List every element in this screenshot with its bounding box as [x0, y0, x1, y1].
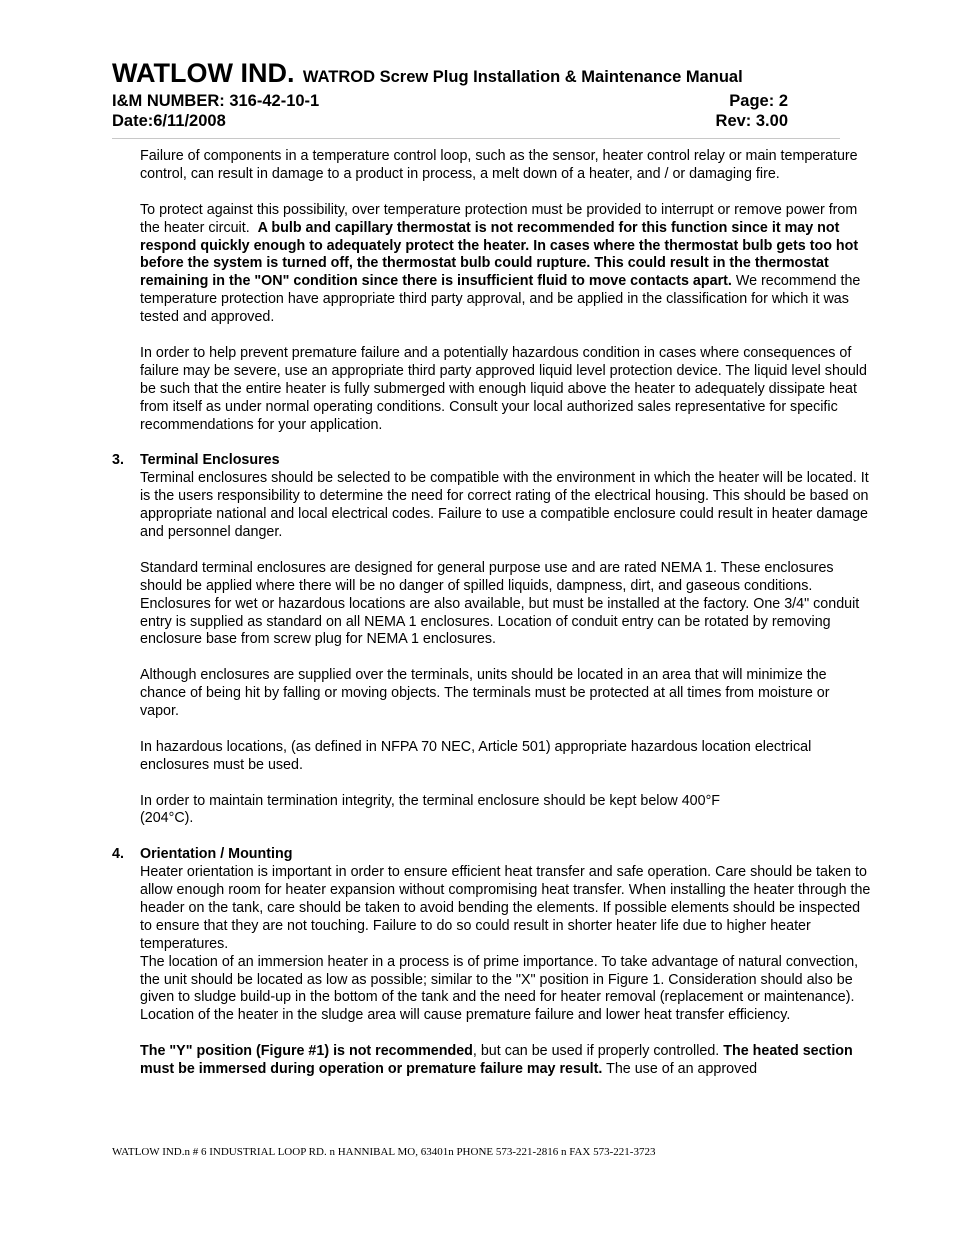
intro-paragraph-3: In order to help prevent premature failure and a potentially hazardous condition in cases where consequences of failure may be severe, use an appropriate third party approved liquid level protection device. The liquid level should be such that the entire heater is fully submerged with enough liquid above the heater to adequately dissipate heat from itself as under normal operating conditions. Consult your local authorized sales representative for specific recommendations for your application. [140, 344, 867, 433]
section-number: 4. [112, 846, 124, 863]
header-row-date [112, 110, 788, 132]
section3-paragraph-1: Terminal enclosures should be selected to be compatible with the environment in which the heater will be located. It is the users responsibility to determine the need for correct rating of the electrical housing. This should be based on appropriate national and local electrical codes. Failure to use a compatible enclosure could result in heater damage and personnel danger. [140, 470, 869, 540]
section-number: 3. [112, 452, 124, 469]
section4-p3-bold-1: The "Y" position (Figure #1) is not recommended [140, 1043, 473, 1060]
section4-p3-mid: , but can be used if properly controlled. [472, 1043, 720, 1060]
section4-p3-end: The use of an approved [606, 1061, 758, 1078]
section3-paragraph-5 [140, 793, 872, 829]
intro-paragraph-1: Failure of components in a temperature control loop, such as the sensor, heater control relay or main temperature control, can result in damage to a product in process, a melt down of a heater, and / or damaging fire. [140, 148, 858, 182]
section-title: Orientation / Mounting [140, 846, 293, 863]
revision: Rev: 3.00 [715, 112, 788, 130]
section3-p5-line1: In order to maintain termination integrity, the terminal enclosure should be kept below 400°F [140, 792, 721, 809]
section4-paragraph-1: Heater orientation is important in order to ensure efficient heat transfer and safe operation. Care should be taken to allow enough room for heater expansion without compromising heat transfer. When installing the heater through the header on the tank, care should be taken to avoid bending the elements. If possible elements should be inspected to ensure that they are not touching. Failure to do so could result in shorter heater life due to higher heater temperatures. [140, 864, 871, 952]
intro-p2-end: We recommend the temperature protection have appropriate third party approval, and be applied in the classification for which it was tested and approved. [140, 273, 861, 326]
section-orientation-mounting [112, 846, 872, 1079]
section-terminal-enclosures [112, 452, 872, 828]
manual-title: WATROD Screw Plug Installation & Maintenance Manual [302, 68, 743, 86]
page-header [112, 58, 788, 132]
section3-paragraph-2: Standard terminal enclosures are designed for general purpose use and are rated NEMA 1. These enclosures should be applied where there will be no danger of spilled liquids, dampness, dirt, and gaseous conditions. Enclosures for wet or hazardous locations are also available, but must be installed at the factory. One 3/4" conduit entry is supplied as standard on all NEMA 1 enclosures. Location of conduit entry can be rotated by removing enclosure base from screw plug for NEMA 1 enclosures. [140, 559, 860, 648]
header-title-line [112, 58, 788, 90]
header-divider [112, 138, 840, 139]
section4-p3-bold-2: The heated section must be immersed during operation or premature failure may result. [140, 1043, 853, 1078]
document-date: Date:6/11/2008 [112, 112, 226, 130]
intro-p2-warning: A bulb and capillary thermostat is not recommended for this function since it may not respond quickly enough to adequately protect the heater. In cases where the thermostat bulb gets too hot before the system is turned off, the thermostat bulb could rupture. This could result in the thermostat remaining in the "ON" condition since there is insufficient fluid to move contacts apart. [140, 219, 859, 290]
intro-p2-start: To protect against this possibility, over temperature protection must be provided to interrupt or remove power from the heater circuit. [140, 201, 858, 236]
brand-name: WATLOW IND. [112, 58, 295, 88]
section4-paragraph-3 [140, 1043, 872, 1079]
document-body [112, 148, 872, 1097]
intro-paragraph-2 [140, 202, 872, 327]
im-number: I&M NUMBER: 316-42-10-1 [112, 92, 320, 110]
header-row-number [112, 90, 788, 112]
page-number: Page: 2 [729, 92, 788, 110]
section4-paragraph-2: The location of an immersion heater in a process is of prime importance. To take advantage of natural convection, the unit should be located as low as possible; similar to the "X" position in Figure 1. Consideration should also be given to sludge build-up in the bottom of the tank and the need for heater removal (replacement or maintenance). Location of the heater in the sludge area will cause premature failure and lower heat transfer efficiency. [140, 953, 859, 1024]
section3-paragraph-4: In hazardous locations, (as defined in NFPA 70 NEC, Article 501) appropriate hazardous location electrical enclosures must be used. [140, 738, 812, 773]
section3-p5-line2: (204°C). [140, 810, 194, 827]
page-footer: WATLOW IND.n # 6 INDUSTRIAL LOOP RD. n HANNIBAL MO, 63401n PHONE 573-221-2816 n FAX 573-221-3723 [112, 1146, 656, 1158]
section3-paragraph-3: Although enclosures are supplied over the terminals, units should be located in an area that will minimize the chance of being hit by falling or moving objects. The terminals must be protected at all times from moisture or vapor. [140, 667, 830, 720]
section-title: Terminal Enclosures [140, 452, 280, 469]
